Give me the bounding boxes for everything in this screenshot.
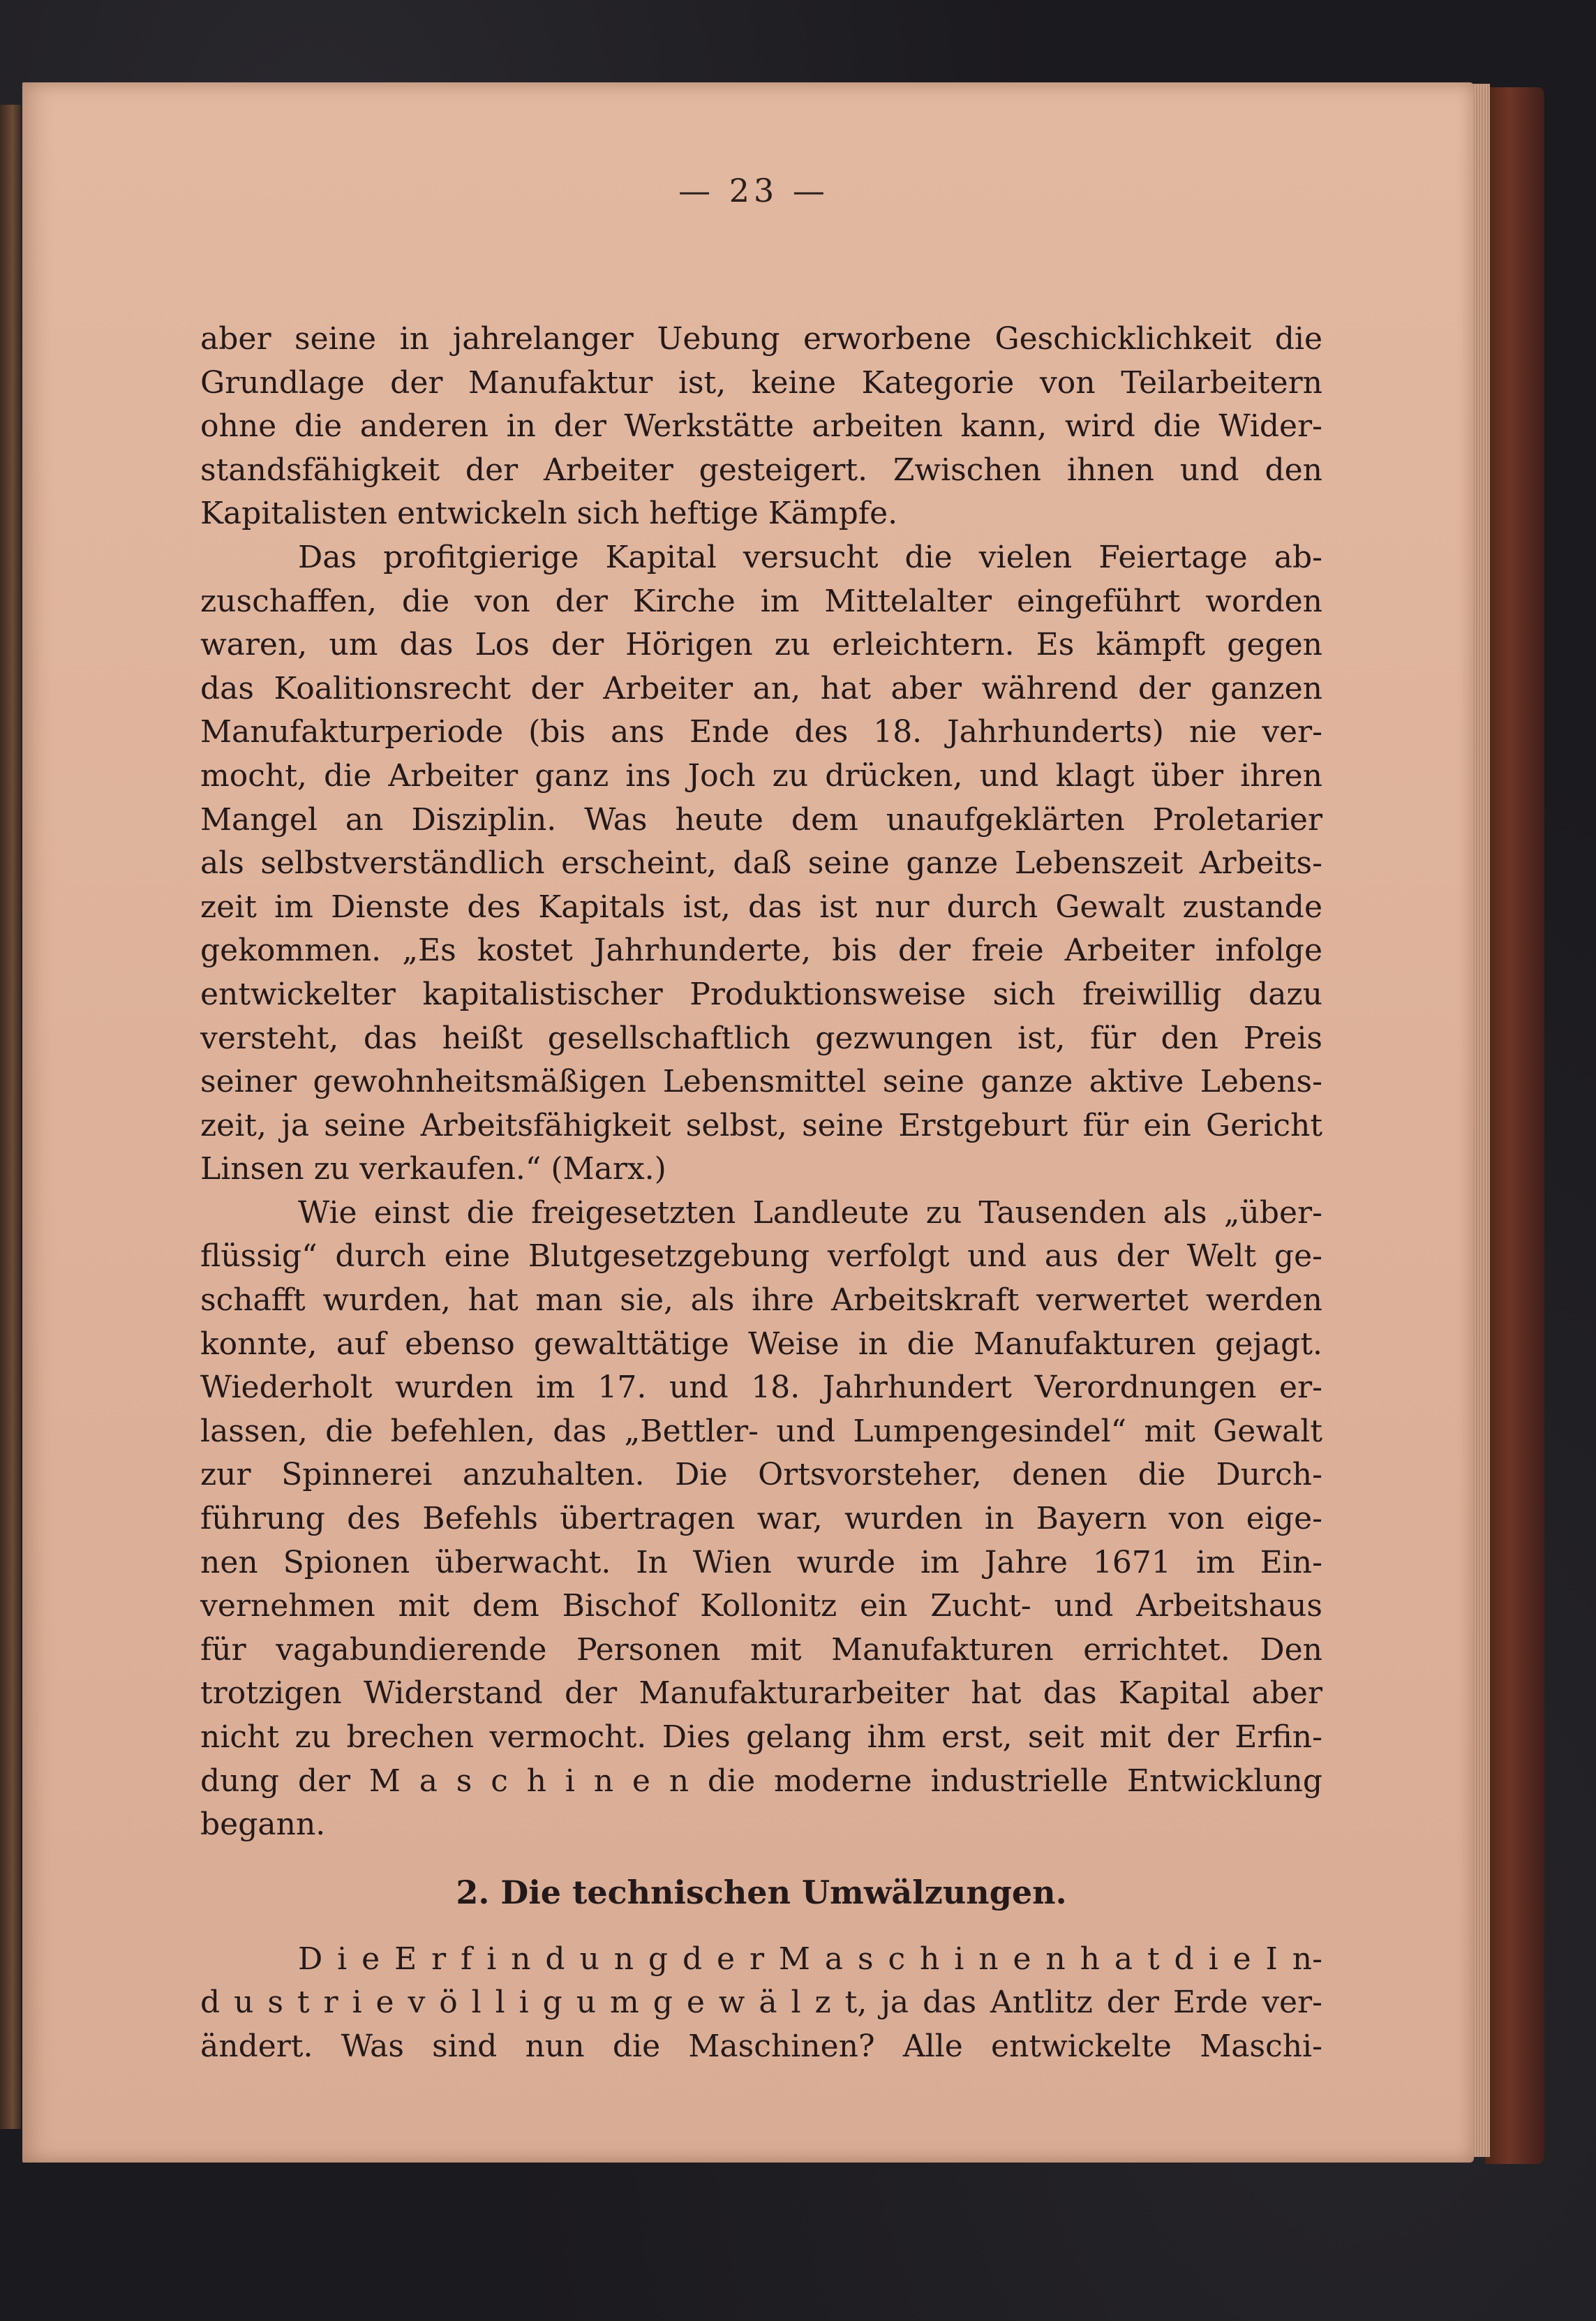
text-line: lassen, die befehlen, das „Bettler- und Lumpengesindel“ mit Gewalt [200,1413,1322,1449]
text-line: Manufakturperiode (bis ans Ende des 18. Jahrhunderts) nie ver- [200,714,1322,750]
text-line: nicht zu brechen vermocht. Dies gelang ihm erst, seit mit der Erfin- [200,1719,1322,1755]
book-spine [0,105,21,2129]
text-line: versteht, das heißt gesellschaftlich gezwungen ist, für den Preis [200,1020,1322,1056]
text-line: aber seine in jahrelanger Uebung erworbene Geschicklichkeit die [200,321,1322,357]
text-line: seiner gewohnheitsmäßigen Lebensmittel seine ganze aktive Lebens- [200,1064,1322,1100]
text-line: zur Spinnerei anzuhalten. Die Ortsvorsteher, denen die Durch- [200,1457,1322,1493]
text-line: ändert. Was sind nun die Maschinen? Alle entwickelte Maschi- [200,2028,1322,2064]
text-line: Linsen zu verkaufen.“ (Marx.) [200,1151,666,1187]
page-number: — 23 — [678,172,829,209]
text-line: Mangel an Disziplin. Was heute dem unaufgeklärten Proletarier [200,801,1322,838]
text-line: nen Spionen überwacht. In Wien wurde im Jahre 1671 im Ein- [200,1544,1322,1580]
text-line: waren, um das Los der Hörigen zu erleichtern. Es kämpft gegen [200,627,1322,663]
section-heading: 2. Die technischen Umwälzungen. [456,1873,1067,1911]
book-cover-edge [1485,87,1544,2164]
text-line: standsfähigkeit der Arbeiter gesteigert. Zwischen ihnen und den [200,452,1322,488]
text-line: vernehmen mit dem Bischof Kollonitz ein Zucht- und Arbeitshaus [200,1588,1322,1624]
text-line: zeit, ja seine Arbeitsfähigkeit selbst, seine Erstgeburt für ein Gericht [200,1107,1322,1143]
text-line: d u s t r i e v ö l l i g u m g e w ä l z t, ja das Antlitz der Erde ver- [200,1985,1322,2021]
text-line: mocht, die Arbeiter ganz ins Joch zu drücken, und klagt über ihren [200,757,1322,794]
text-line: begann. [200,1807,326,1843]
text-line: entwickelter kapitalistischer Produktionsweise sich freiwillig dazu [200,976,1322,1012]
text-line: Wie einst die freigesetzten Landleute zu Tausenden als „über- [298,1194,1322,1231]
text-line: zeit im Dienste des Kapitals ist, das ist nur durch Gewalt zustande [200,889,1322,925]
text-line: dung der M a s c h i n e n die moderne industrielle Entwicklung [200,1763,1322,1799]
text-line: konnte, auf ebenso gewalttätige Weise in die Manufakturen gejagt. [200,1326,1322,1362]
text-line: Kapitalisten entwickeln sich heftige Kämpfe. [200,496,898,532]
text-line: Wiederholt wurden im 17. und 18. Jahrhundert Verordnungen er- [200,1370,1322,1406]
text-line: führung des Befehls übertragen war, wurden in Bayern von eige- [200,1501,1322,1537]
page-text [200,318,1322,2069]
text-line: als selbstverständlich erscheint, daß seine ganze Lebenszeit Arbeits- [200,845,1322,882]
text-line: das Koalitionsrecht der Arbeiter an, hat aber während der ganzen [200,670,1322,706]
text-line: Grundlage der Manufaktur ist, keine Kategorie von Teilarbeitern [200,364,1322,401]
text-line: D i e E r f i n d u n g d e r M a s c h i n e n h a t d i e I n- [298,1941,1322,1977]
text-line: flüssig“ durch eine Blutgesetzgebung verfolgt und aus der Welt ge- [200,1238,1322,1275]
text-line: ohne die anderen in der Werkstätte arbeiten kann, wird die Wider- [200,408,1322,445]
text-line: gekommen. „Es kostet Jahrhunderte, bis der freie Arbeiter infolge [200,933,1322,969]
text-line: für vagabundierende Personen mit Manufakturen errichtet. Den [200,1631,1322,1668]
text-line: zuschaffen, die von der Kirche im Mittelalter eingeführt worden [200,583,1322,619]
text-line: schafft wurden, hat man sie, als ihre Arbeitskraft verwertet werden [200,1282,1322,1319]
text-line: trotzigen Widerstand der Manufakturarbeiter hat das Kapital aber [200,1675,1322,1712]
text-line: Das profitgierige Kapital versucht die vielen Feiertage ab- [298,539,1322,575]
